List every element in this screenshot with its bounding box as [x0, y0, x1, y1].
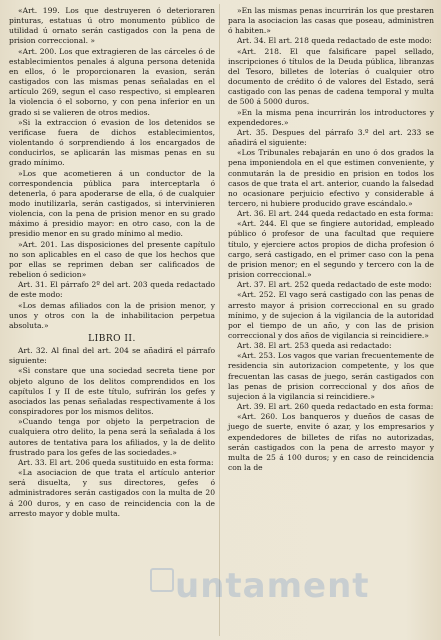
paragraph: «Los Tribunales rebajarán en uno ó dos grados la pena imponiendola en el que estimen conveniente, y conmutarán la de presidio en prision en todos los casos de que trata el art. anterior, cuando la falsedad no ocasionare perjuicio efectivo y considerable á tercero, ni hubiere producido grave escándalo.» [228, 148, 434, 208]
paragraph: »Si la extraccion ó evasion de los detenidos se verificase fuera de dichos establecimientos, violentando ó sorprendiendo á los encargados de conducirlos, se aplicarán las mismas penas en su grado mínimo. [9, 117, 215, 168]
paragraph: «Art. 260. Los banqueros y dueños de casas de juego de suerte, envite ó azar, y los empresarios y expendedores de billetes de rifas no autorizadas, serán castigados con la pena de arresto mayor y multa de 25 á 100 duros; y en caso de reincidencia con la de [228, 412, 434, 473]
paragraph: Art. 37. El art. 252 queda redactado de este modo: [237, 280, 432, 290]
right-column [228, 6, 434, 473]
paragraph: »Art. 201. Las disposiciones del presente capítulo no son aplicables en el caso de que los hechos que por ellas se reprimen deban ser calificados de rebelion ó sedicion» [9, 239, 215, 280]
paragraph: «Art. 244. El que se fingiere autoridad, empleado público ó profesor de una facultad que requiere título, y ejerciere actos propios de dicha profesion ó cargo, será castigado, en el primer caso con la pena de prision menor; en el segundo y tercero con la de prision correccional.» [228, 219, 434, 280]
paragraph: Art. 31. El párrafo 2º del art. 203 queda redactado de este modo: [9, 280, 215, 300]
paragraph: Art. 35. Despues del párrafo 3.º del art. 233 se añadirá el siguiente: [228, 127, 434, 148]
paragraph: Art. 39. El art. 260 queda redactado en esta forma: [237, 402, 434, 412]
paragraph: «Art. 199. Los que destruyeren ó deterioraren pinturas, estatuas ú otro monumento público de utilidad ú ornato serán castigados con la pena de prision correccional. » [9, 6, 215, 46]
paragraph: «Si constare que una sociedad secreta tiene por objeto alguno de los delitos comprendidos en los capítulos I y II de este título, sufrirán los gefes y asociados las penas señaladas respectivamente á los conspiradores por los mismos delitos. [9, 366, 215, 417]
paragraph: Art. 38. El art. 253 queda asi redactado: [237, 341, 392, 351]
watermark: untament [175, 566, 370, 606]
section-heading: LIBRO II. [88, 334, 136, 344]
paragraph: «Art. 252. El vago será castigado con las penas de arresto mayor á prision correccional en su grado mínimo, y de sujecion á la vigilancia de la autoridad por el tiempo de un año, y con las de prision correccional y dos años de vigilancia si reincidiere.» [228, 290, 434, 340]
paragraph: Art. 32. Al final del art. 204 se añadirá el párrafo siguiente: [9, 346, 215, 366]
paragraph: «Art. 200. Los que extragieren de las cárceles ó de establecimientos penales á alguna persona detenida en ellos, ó le proporcionaren la evasion, serán castigados con las mismas penas señaladas en el artículo 269, segun el caso respectivo, si emplearen la violencia ó el soborno, y con pena inferior en un grado si se valieren de otros medios. [9, 46, 215, 117]
paragraph: «La asociacion de que trata el artículo anterior será disuelta, y sus directores, gefes ó administradores serán castigados con la multa de 20 á 200 duros, y en caso de reincidencia con la de arresto mayor y doble multa. [9, 468, 215, 518]
paragraph: »En la misma pena incurrirán los introductores y expendedores.» [228, 107, 434, 127]
paragraph: Art. 36. El art. 244 queda redactado en esta forma: [237, 209, 434, 219]
paragraph: «Art. 253. Los vagos que varian frecuentemente de residencia sin autorizacion competente, y los que frecuentan las casas de juego, serán castigados con las penas de prision correccional y dos años de sujecion á la vigilancia si reincidiere.» [228, 351, 434, 401]
paragraph: Art. 34. El art. 218 queda redactado de este modo: [237, 36, 432, 46]
paragraph: »Los que acometieren á un conductor de la correspondencia pública para interceptarla ó detenerla, ó para apoderarse de ella, ó de cualquier modo inutilizarla, serán castigados, si intervinieren violencia, con la pena de prision menor en su grado máximo á presidio mayor: en otro caso, con la de presidio menor en su grado mínimo al medio. [9, 168, 215, 239]
paragraph: «Los demas afiliados con la de prision menor, y unos y otros con la de inhabilitacion perpetua absoluta.» [9, 300, 215, 330]
watermark-seal-icon [150, 568, 174, 592]
paragraph: »En las mismas penas incurrirán los que prestaren para la asociacion las casas que poseau, administren ó habiten.» [228, 6, 434, 36]
left-column [9, 6, 215, 519]
paragraph: Art. 33. El art. 206 queda sustituido en esta forma: [18, 457, 214, 467]
paragraph: «Art. 218. El que falsificare papel sellado, inscripciones ó títulos de la Deuda pública, libranzas del Tesoro, billetes de loterías ó cualquier otro documento de crédito ó de valores del Estado, será castigado con las penas de cadena temporal y multa de 500 á 5000 duros. [228, 46, 434, 107]
paragraph: »Cuando tenga por objeto la perpetracion de cualquiera otro delito, la pena será la señalada á los autores de tentativa para los afiliados, y la de delito frustrado para los gefes de las sociedades.» [9, 417, 215, 457]
column-divider [219, 4, 220, 636]
